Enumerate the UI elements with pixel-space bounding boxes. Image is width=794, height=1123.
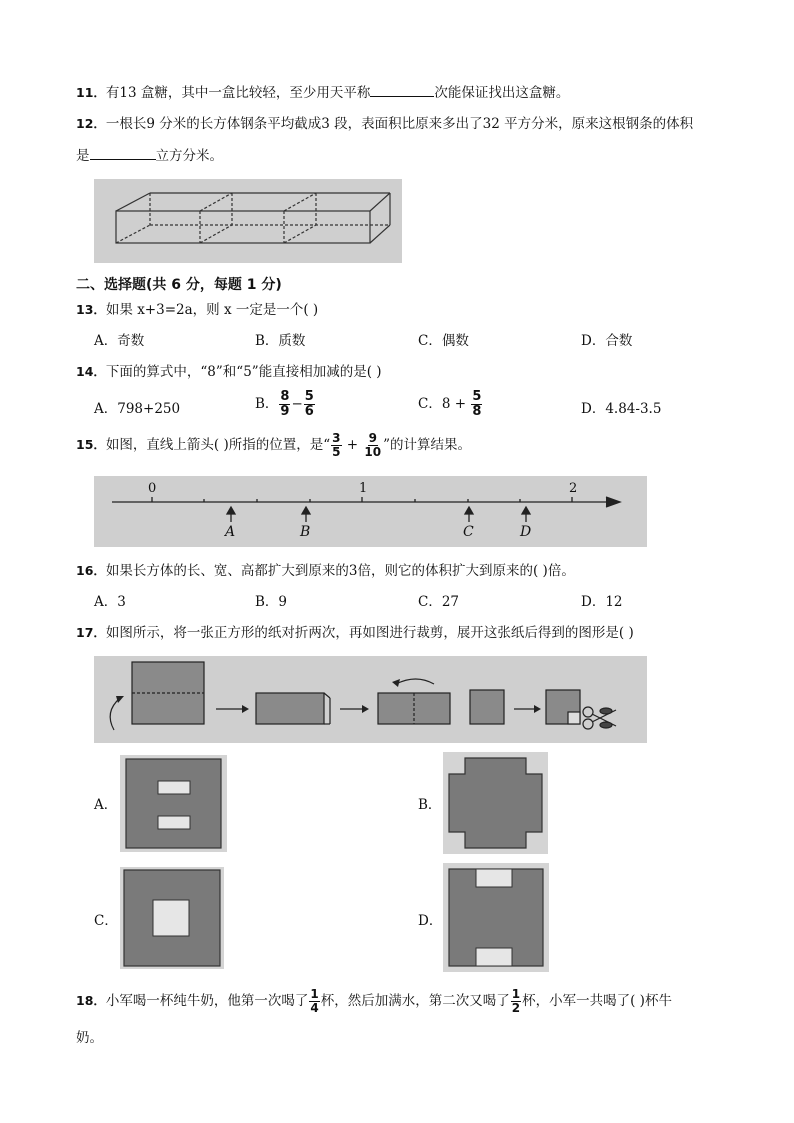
question-number: 13． (76, 302, 106, 317)
question-text: 次能保证找出这盒糖。 (434, 85, 570, 101)
option-b[interactable] (255, 390, 316, 419)
question-11 (76, 82, 569, 103)
option-d[interactable]: D．12 (581, 594, 623, 610)
question-text: 如果长方体的长、宽、高都扩大到原来的3倍，则它的体积扩大到原来的( )倍。 (105, 563, 575, 579)
question-text: 小军喝一杯纯牛奶，他第一次喝了 (105, 993, 309, 1009)
question-text: 下面的算式中，“8”和“5”能直接相加减的是( ) (105, 364, 382, 380)
answer-blank[interactable] (370, 82, 434, 97)
question-text: 如果 x+3=2a，则 x 一定是一个( ) (105, 302, 319, 318)
option-a[interactable]: A．798+250 (94, 401, 181, 417)
question-text: 是 (76, 148, 90, 164)
option-a[interactable]: A．奇数 (94, 333, 145, 349)
tick-label: 2 (569, 481, 578, 496)
question-number: 17． (76, 625, 106, 640)
arrow-label: B (300, 524, 311, 540)
option-b-image[interactable] (443, 752, 548, 854)
option-b[interactable]: B．质数 (255, 333, 306, 349)
question-14 (76, 362, 382, 382)
question-text: 一根长9 分米的长方体钢条平均截成3 段，表面积比原来多出了32 平方分米，原来这根钢条的体积 (105, 116, 694, 132)
question-text: 杯，然后加满水，第二次又喝了 (320, 993, 510, 1009)
operator: − (291, 396, 303, 412)
fraction: $\frac{8}{9}$ (280, 389, 290, 419)
question-number: 18． (76, 993, 106, 1008)
option-d-label[interactable]: D． (418, 913, 443, 929)
operator: + (342, 437, 363, 453)
question-number: 11． (76, 85, 106, 100)
question-text: 立方分米。 (155, 148, 223, 164)
question-text: ”的计算结果。 (383, 437, 472, 453)
number-line-figure (94, 476, 647, 547)
arrow-label: C (463, 524, 474, 540)
tick-label: 0 (148, 481, 157, 496)
fraction: $\frac{1}{4}$ (310, 987, 319, 1015)
option-c-label[interactable]: C． (94, 913, 118, 929)
fraction: $\frac{5}{8}$ (472, 389, 482, 419)
question-12-line2 (76, 145, 223, 166)
option-d-image[interactable] (443, 863, 549, 972)
option-label: B． (255, 396, 279, 412)
question-number: 12． (76, 116, 106, 131)
question-number: 16． (76, 563, 106, 578)
option-b-label[interactable]: B． (418, 797, 442, 813)
cuboid-figure (94, 179, 402, 263)
option-label: C．8 + (418, 396, 471, 412)
option-c-image[interactable] (120, 867, 224, 969)
question-12 (76, 114, 693, 134)
option-d[interactable]: D．4.84-3.5 (581, 401, 662, 417)
tick-label: 1 (359, 481, 368, 496)
option-d[interactable]: D．合数 (581, 333, 633, 349)
option-b[interactable]: B．9 (255, 594, 288, 610)
answer-blank[interactable] (90, 145, 156, 160)
fraction: $\frac{5}{6}$ (304, 389, 314, 419)
option-c[interactable]: C．偶数 (418, 333, 469, 349)
question-17 (76, 623, 634, 643)
question-text: 如图所示，将一张正方形的纸对折两次，再如图进行裁剪，展开这张纸后得到的图形是( ) (105, 625, 634, 641)
arrow-label: D (520, 524, 532, 540)
question-15 (76, 432, 471, 459)
option-a[interactable]: A．3 (94, 594, 126, 610)
fraction: $\frac{3}{5}$ (332, 431, 341, 459)
arrow-label: A (225, 524, 236, 540)
option-c[interactable]: C．27 (418, 594, 460, 610)
question-13 (76, 300, 318, 320)
question-text: 如图，直线上箭头( )所指的位置，是“ (105, 437, 331, 453)
question-18 (76, 988, 672, 1015)
fraction: $\frac{9}{10}$ (364, 431, 382, 459)
question-number: 14． (76, 364, 106, 379)
question-text: 杯，小军一共喝了( )杯牛 (522, 993, 672, 1009)
question-text: 有13 盒糖，其中一盒比较轻，至少用天平称 (105, 85, 371, 101)
question-number: 15． (76, 437, 106, 452)
option-a-label[interactable]: A． (94, 797, 118, 813)
question-16 (76, 561, 575, 581)
option-c[interactable] (418, 390, 483, 419)
question-18-line2: 奶。 (76, 1030, 103, 1046)
fraction: $\frac{1}{2}$ (511, 987, 521, 1015)
section-title: 二、选择题(共 6 分，每题 1 分) (76, 277, 282, 293)
option-a-image[interactable] (120, 755, 227, 852)
folding-process-figure (94, 656, 647, 743)
